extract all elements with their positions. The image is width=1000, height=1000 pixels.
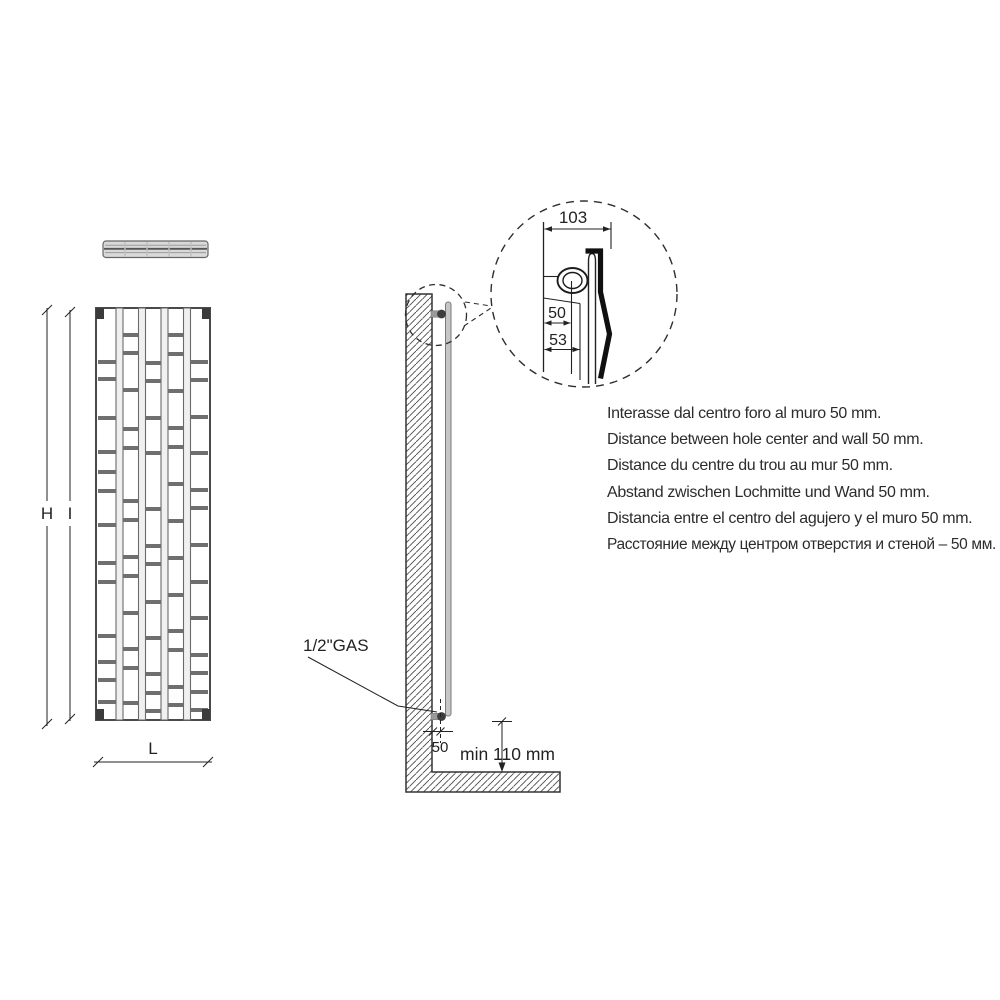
dim-label-50-bottom: 50 (431, 739, 449, 756)
crossbar (98, 450, 116, 454)
crossbar (168, 333, 184, 337)
crossbar (123, 555, 139, 559)
tube-profile (589, 254, 596, 385)
crossbar (168, 685, 184, 689)
crossbar (123, 351, 139, 355)
clearance-label: min 110 mm (460, 744, 555, 764)
crossbar (146, 544, 162, 548)
corner-cap (96, 308, 104, 319)
dim-label-103: 103 (558, 208, 588, 227)
crossbar (191, 415, 209, 419)
dim-label-50-detail: 50 (548, 305, 566, 322)
crossbar (123, 574, 139, 578)
crossbar (191, 671, 209, 675)
dim-label-I: I (67, 504, 73, 523)
crossbar (123, 446, 139, 450)
crossbar (191, 616, 209, 620)
detail-view (544, 222, 612, 384)
crossbar (146, 672, 162, 676)
crossbar (123, 388, 139, 392)
crossbar (98, 489, 116, 493)
crossbar (98, 470, 116, 474)
crossbar (98, 360, 116, 364)
crossbar (98, 634, 116, 638)
side-view-radiator (431, 302, 451, 721)
corner-cap (202, 709, 210, 720)
crossbar (168, 703, 184, 707)
crossbar (191, 451, 209, 455)
crossbar (146, 416, 162, 420)
dim-label-L: L (148, 739, 158, 758)
crossbar (98, 700, 116, 704)
crossbar (146, 709, 162, 713)
crossbar (146, 507, 162, 511)
note-russian: Расстояние между центром отверстия и стеной – 50 мм. (607, 536, 996, 554)
crossbar (98, 678, 116, 682)
top-mounting-pin (437, 310, 446, 319)
crossbar (168, 482, 184, 486)
installation-notes (607, 401, 996, 558)
crossbar (123, 499, 139, 503)
crossbar (123, 701, 139, 705)
gas-connection-label: 1/2"GAS (303, 636, 369, 655)
crossbar (146, 636, 162, 640)
crossbar (146, 600, 162, 604)
crossbar (191, 378, 209, 382)
bottom-valve-pin (437, 712, 446, 721)
crossbar (146, 361, 162, 365)
crossbar (191, 690, 209, 694)
crossbar (98, 561, 116, 565)
crossbar (98, 580, 116, 584)
dim-label-53: 53 (549, 332, 567, 349)
note-italian: Interasse dal centro foro al muro 50 mm. (607, 405, 882, 422)
note-english: Distance between hole center and wall 50 mm. (607, 431, 924, 449)
crossbar (98, 660, 116, 664)
crossbar (146, 379, 162, 383)
crossbar (168, 556, 184, 560)
width-dimension-L (93, 757, 213, 767)
corner-cap (202, 308, 210, 319)
crossbar (191, 543, 209, 547)
crossbar (191, 488, 209, 492)
crossbar (146, 691, 162, 695)
crossbar (168, 426, 184, 430)
crossbar (168, 445, 184, 449)
crossbar (123, 333, 139, 337)
crossbar (123, 611, 139, 615)
crossbar (191, 580, 209, 584)
crossbar (191, 653, 209, 657)
crossbar (168, 629, 184, 633)
crossbar (168, 519, 184, 523)
crossbar (146, 562, 162, 566)
dim-label-H: H (40, 504, 54, 523)
crossbar (123, 666, 139, 670)
crossbar (98, 377, 116, 381)
front-view-radiator (96, 308, 210, 720)
crossbar (98, 523, 116, 527)
crossbar (123, 427, 139, 431)
top-view-radiator (103, 241, 208, 258)
crossbar (123, 518, 139, 522)
crossbar (98, 416, 116, 420)
wall-section (406, 294, 560, 792)
crossbar (191, 506, 209, 510)
note-german: Abstand zwischen Lochmitte und Wand 50 mm. (607, 483, 930, 501)
crossbar (168, 648, 184, 652)
note-french: Distance du centre du trou au mur 50 mm. (607, 457, 893, 475)
crossbar (146, 451, 162, 455)
note-spanish: Distancia entre el centro del agujero y el muro 50 mm. (607, 509, 973, 527)
crossbar (168, 389, 184, 393)
crossbar (123, 647, 139, 651)
mounting-hole (558, 268, 588, 293)
corner-cap (96, 709, 104, 720)
crossbar (168, 593, 184, 597)
crossbar (168, 352, 184, 356)
crossbar (191, 360, 209, 364)
